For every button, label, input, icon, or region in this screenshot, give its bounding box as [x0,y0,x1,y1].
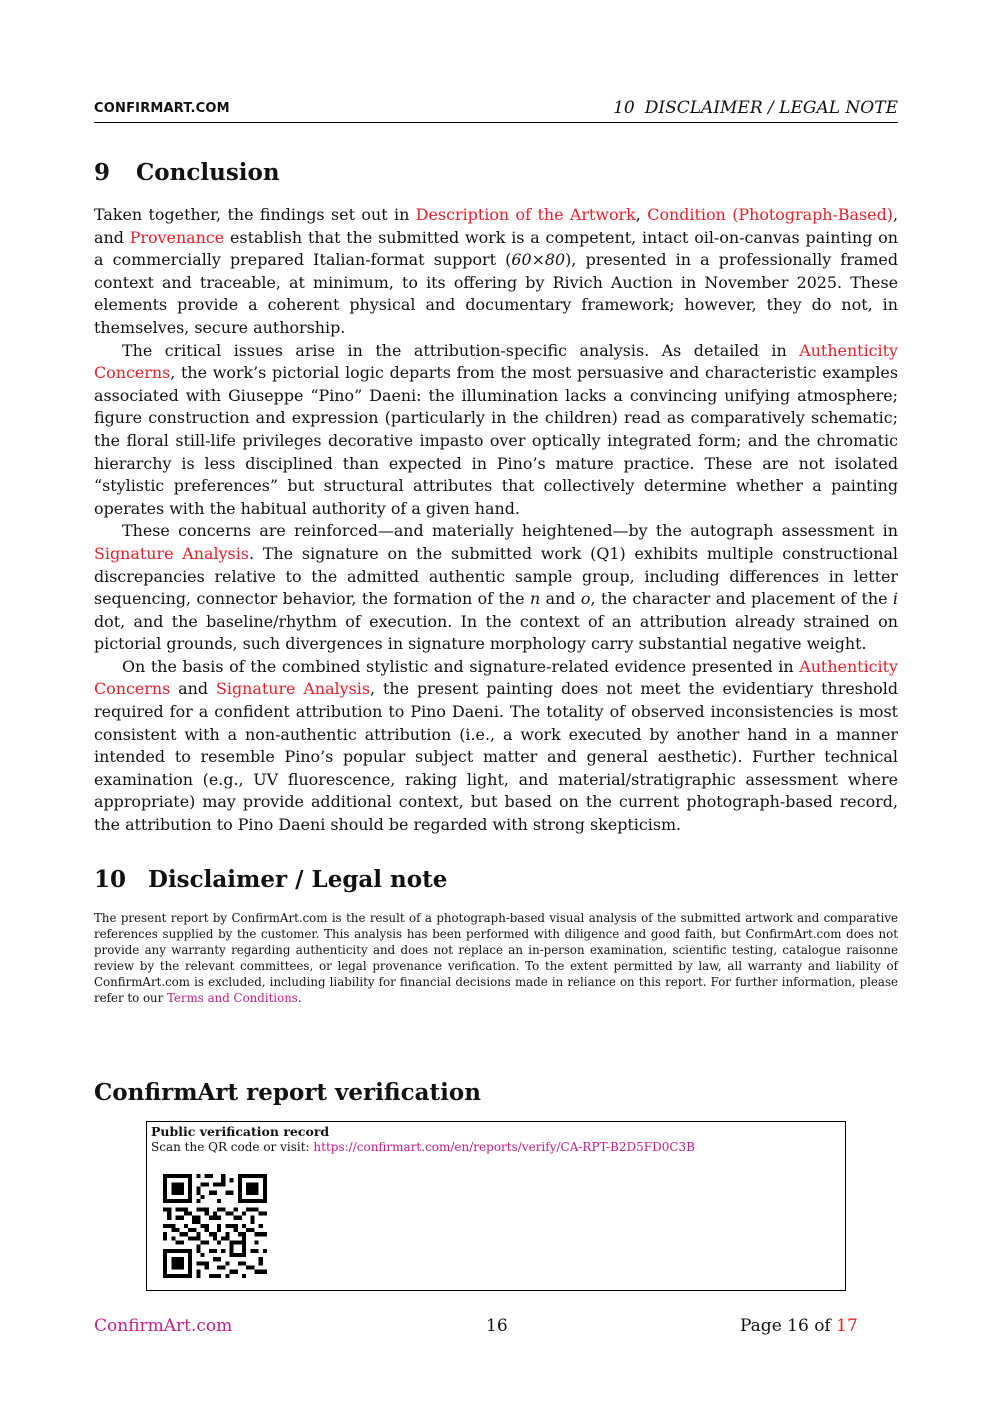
verification-scan-line: Scan the QR code or visit: https://confirmart.com/en/reports/verify/CA-RPT-B2D5FD0C3B [151,1140,695,1154]
verification-box-title: Public verification record [151,1124,330,1139]
link-description-of-artwork[interactable]: Description of the Artwork [415,205,636,224]
footer-page-number: 16 [486,1316,508,1336]
disclaimer-text: The present report by ConfirmArt.com is the result of a photograph-based visual analysis of the submitted artwork and comparative references supplied by the customer. This analysis has been performed with diligence and good faith, but ConfirmArt.com does not provide any warranty regarding authenticity and does not replace an in-person examination, scientific testing, catalogue raisonne review by the relevant committees, or legal provenance verification. To the extent permitted by law, all warranty and liability of ConfirmArt.com is excluded, including liability for financial decisions made in reliance on this report. For further information, please refer to our Terms and Conditions. [94,911,898,1005]
conclusion-paragraph-2: The critical issues arise in the attribution-specific analysis. As detailed in Authenticity Concerns, the work’s pictorial logic departs from the most persuasive and characteristic examples associated with Giuseppe “Pino” Daeni: the illumination lacks a convincing unifying atmosphere; figure construction and expression (particularly in the children) read as comparatively schematic; the floral still-life privileges decorative impasto over optically integrated form; and the chromatic hierarchy is less disciplined than expected in Pino’s mature practice. These are not isolated “stylistic preferences” but structural attributes that collectively determine whether a painting operates with the habitual authority of a given hand. [94,340,898,518]
conclusion-heading: 9 Conclusion [94,159,280,186]
conclusion-paragraph-3: These concerns are reinforced—and materially heightened—by the autograph assessment in Signature Analysis. The signature on the submitted work (Q1) exhibits multiple constructional discrepancies relative to the admitted authentic sample group, including differences in letter sequencing, connector behavior, the formation of the n and o, the character and placement of the i dot, and the baseline/rhythm of execution. In the context of an attribution already strained on pictorial grounds, such divergences in signature morphology carry substantial negative weight. [94,521,899,654]
total-pages-link[interactable]: 17 [836,1316,858,1336]
verification-box [146,1121,846,1291]
footer-page-count: Page 16 of 17 [740,1316,858,1336]
conclusion-paragraph-1: Taken together, the findings set out in Description of the Artwork, Condition (Photograph-Based), and Provenance establish that the submitted work is a competent, intact oil-on-canvas painting on a commercially prepared Italian-format support (60×80), presented in a professionally framed context and traceable, at minimum, to its offering by Rivich Auction in November 2025. These elements provide a coherent physical and documentary framework; however, they do not, in themselves, secure authorship. [94,205,899,337]
link-condition[interactable]: Condition (Photograph-Based) [647,205,893,224]
link-authenticity-concerns-2[interactable]: Authenticity Concerns [94,656,898,699]
disclaimer-heading: 10 Disclaimer / Legal note [94,866,448,893]
footer-site-link[interactable]: ConfirmArt.com [94,1316,233,1336]
conclusion-body [94,204,898,837]
link-authenticity-concerns[interactable]: Authenticity Concerns [94,340,898,383]
terms-link[interactable]: Terms and Conditions [167,991,298,1005]
conclusion-paragraph-4: On the basis of the combined stylistic and signature-related evidence presented in Authenticity Concerns and Signature Analysis, the present painting does not meet the evidentiary threshold required for a confident attribution to Pino Daeni. The totality of observed inconsistencies is most consistent with a non-authentic attribution (i.e., a work executed by another hand in a manner intended to resemble Pino’s popular subject matter and general aesthetic). Further technical examination (e.g., UV fluorescence, raking light, and material/stratigraphic assessment where appropriate) may provide additional context, but based on the current photograph-based record, the attribution to Pino Daeni should be regarded with strong skepticism. [94,656,898,835]
link-provenance[interactable]: Provenance [129,227,225,247]
running-header [94,98,898,123]
qr-code-icon[interactable] [163,1174,267,1278]
header-section-title: 10 DISCLAIMER / LEGAL NOTE [613,98,898,118]
header-logo: CONFIRMART.COM [94,101,230,116]
verification-heading: ConfirmArt report verification [94,1079,481,1106]
link-signature-analysis[interactable]: Signature Analysis [94,543,249,563]
link-signature-analysis-2[interactable]: Signature Analysis [215,679,371,699]
verification-url-link[interactable]: https://confirmart.com/en/reports/verify/CA-RPT-B2D5FD0C3B [313,1140,695,1154]
